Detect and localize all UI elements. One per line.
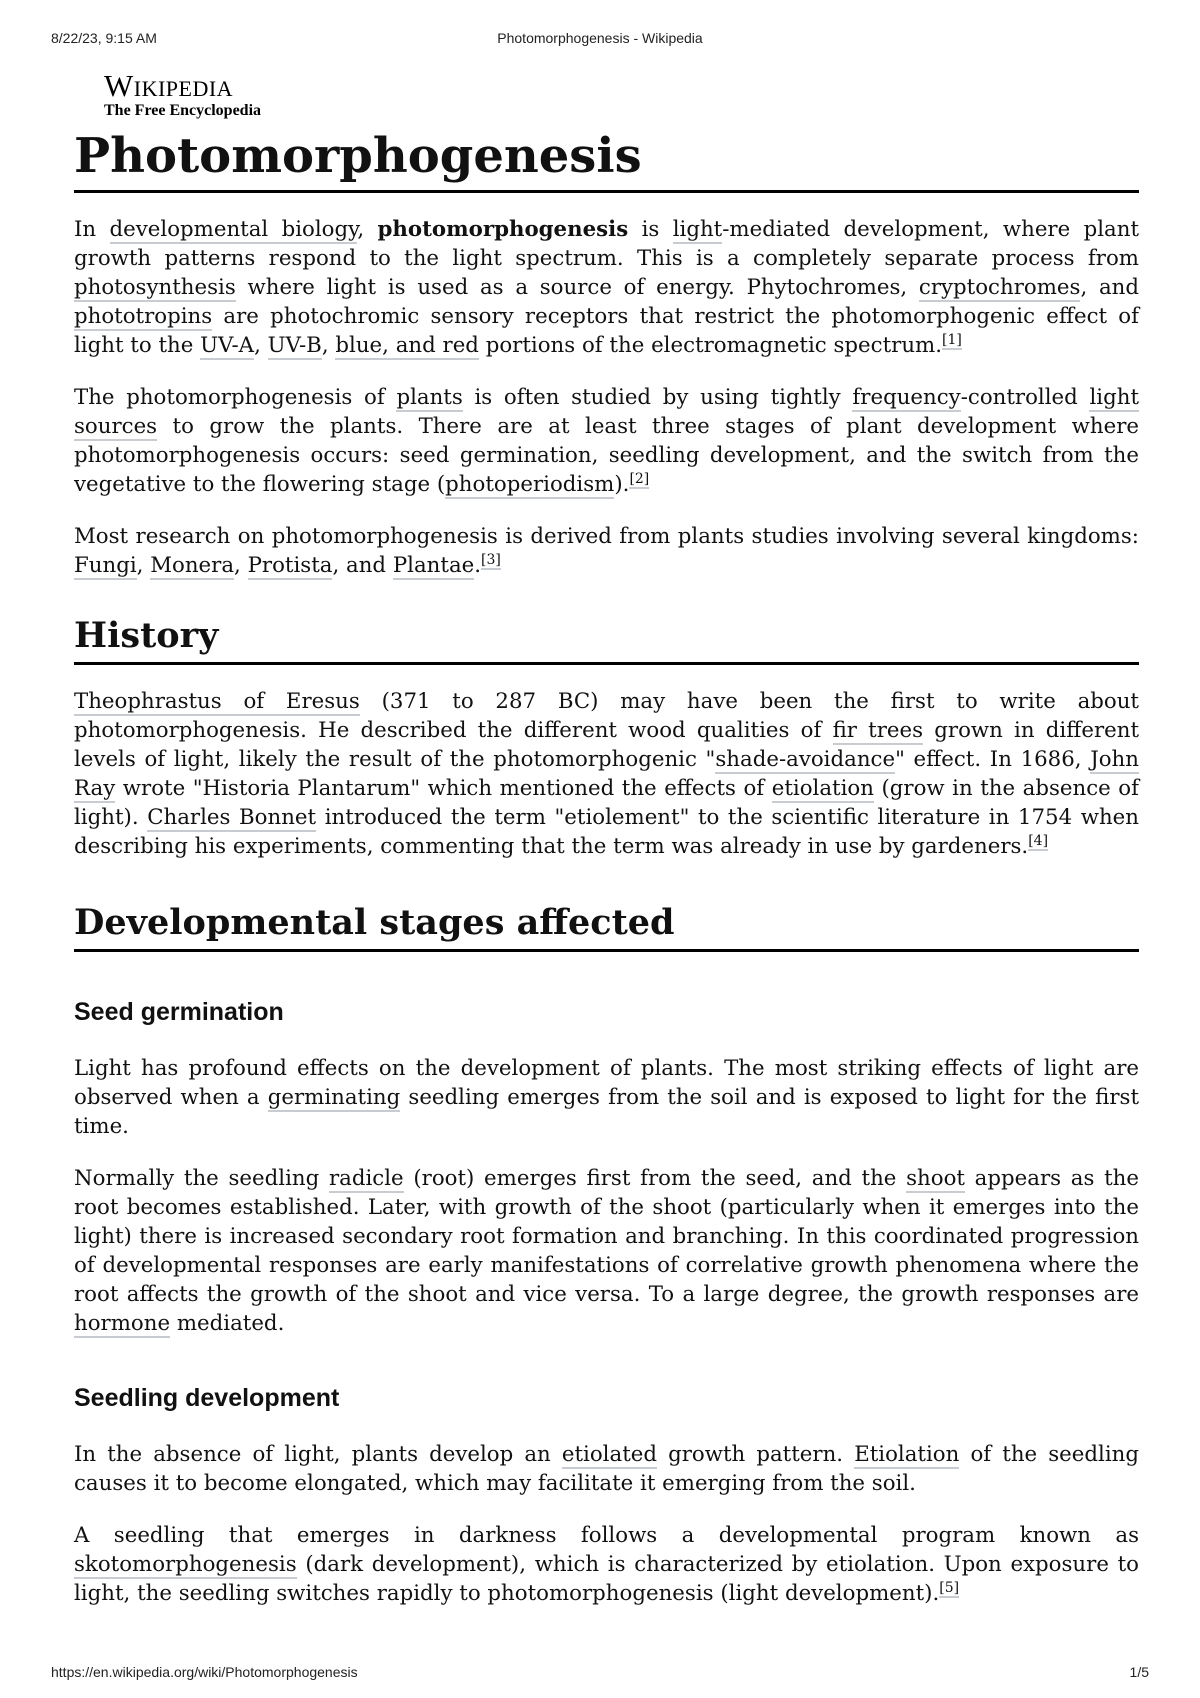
link-etiolated[interactable]: etiolated: [561, 1442, 657, 1467]
section-heading-developmental-stages: Developmental stages affected: [74, 901, 1139, 952]
seedling-development-paragraph-1: In the absence of light, plants develop an etiolated growth pattern. Etiolation of the seedling causes it to become elongated, which may facilitate it emerging from the soil.: [74, 1442, 1139, 1496]
link-light[interactable]: light: [672, 217, 723, 242]
link-etiolation[interactable]: etiolation: [771, 776, 874, 801]
link-charles-bonnet[interactable]: Charles Bonnet: [147, 805, 317, 830]
wikipedia-logo[interactable]: [104, 70, 261, 120]
link-photosynthesis[interactable]: photosynthesis: [74, 275, 236, 300]
link-developmental-biology[interactable]: developmental biology: [109, 217, 358, 242]
intro-paragraph-3: Most research on photomorphogenesis is derived from plants studies involving several kingdoms: Fungi, Monera, Protista, and Plantae.[3]: [74, 524, 1139, 578]
print-page-title: Photomorphogenesis - Wikipedia: [497, 30, 703, 46]
print-url: https://en.wikipedia.org/wiki/Photomorphogenesis: [51, 1664, 358, 1680]
print-timestamp: 8/22/23, 9:15 AM: [51, 30, 157, 46]
link-skotomorphogenesis[interactable]: skotomorphogenesis: [74, 1552, 297, 1577]
link-shade-avoidance[interactable]: shade-avoidance: [715, 747, 896, 772]
link-photoperiodism[interactable]: photoperiodism: [445, 472, 615, 497]
link-monera[interactable]: Monera: [150, 553, 235, 578]
link-uv-a[interactable]: UV-A: [200, 333, 255, 358]
seed-germination-paragraph-1: Light has profound effects on the development of plants. The most striking effects of light are observed when a germinating seedling emerges from the soil and is exposed to light for the first time.: [74, 1056, 1140, 1139]
history-paragraph: Theophrastus of Eresus (371 to 287 BC) may have been the first to write about photomorphogenesis. He described the different wood qualities of fir trees grown in different levels of light, likely the result of the photomorphogenic "shade-avoidance" effect. In 1686, John Ray wrote "Historia Plantarum" which mentioned the effects of etiolation (grow in the absence of light). Charles Bonnet introduced the term "etiolement" to the scientific literature in 1754 when describing his experiments, commenting that the term was already in use by gardeners.[4]: [74, 689, 1140, 859]
link-cryptochromes[interactable]: cryptochromes: [918, 275, 1081, 300]
link-fir-trees[interactable]: fir trees: [832, 718, 924, 743]
link-theophrastus[interactable]: Theophrastus of Eresus: [74, 689, 360, 714]
citation-2[interactable]: [2]: [629, 470, 650, 487]
subsection-heading-seedling-development: Seedling development: [74, 1384, 340, 1412]
citation-3[interactable]: [3]: [481, 551, 501, 568]
page-title: Photomorphogenesis: [74, 128, 1139, 193]
article-content: [74, 128, 1139, 1608]
link-germinating[interactable]: germinating: [267, 1085, 401, 1110]
bold-term: photomorphogenesis: [377, 217, 629, 242]
link-shoot[interactable]: shoot: [906, 1166, 965, 1191]
citation-4[interactable]: [4]: [1028, 832, 1049, 849]
link-plants[interactable]: plants: [396, 385, 463, 410]
subsection-heading-seed-germination: Seed germination: [74, 998, 284, 1026]
citation-5[interactable]: [5]: [939, 1579, 960, 1596]
link-frequency[interactable]: frequency: [852, 385, 961, 410]
citation-1[interactable]: [1]: [942, 331, 962, 348]
link-radicle[interactable]: radicle: [328, 1166, 404, 1191]
intro-paragraph-2: The photomorphogenesis of plants is often studied by using tightly frequency-controlled light sources to grow the plants. There are at least three stages of plant development where photomorphogenesis occurs: seed germination, seedling development, and the switch from the vegetative to the flowering stage (photoperiodism).[2]: [74, 385, 1140, 497]
link-fungi[interactable]: Fungi: [74, 553, 137, 578]
link-blue-and-red[interactable]: blue, and red: [335, 333, 479, 358]
seed-germination-paragraph-2: Normally the seedling radicle (root) emerges first from the seed, and the shoot appears as the root becomes established. Later, with growth of the shoot (particularly when it emerges into the light) there is increased secondary root formation and branching. In this coordinated progression of developmental responses are early manifestations of correlative growth phenomena where the root affects the growth of the shoot and vice versa. To a large degree, the growth responses are hormone mediated.: [74, 1166, 1139, 1336]
section-heading-history: History: [74, 614, 1139, 665]
seedling-development-paragraph-2: A seedling that emerges in darkness follows a developmental program known as skotomorphogenesis (dark development), which is characterized by etiolation. Upon exposure to light, the seedling switches rapidly to photomorphogenesis (light development).[5]: [74, 1523, 1139, 1606]
print-page-number: 1/5: [1129, 1664, 1149, 1680]
link-uv-b[interactable]: UV-B: [267, 333, 322, 358]
link-john-ray[interactable]: John Ray: [74, 747, 1139, 801]
intro-paragraph-1: In developmental biology, photomorphogenesis is light-mediated development, where plant growth patterns respond to the light spectrum. This is a completely separate process from photosynthesis where light is used as a source of energy. Phytochromes, cryptochromes, and phototropins are photochromic sensory receptors that restrict the photomorphogenic effect of light to the UV-A, UV-B, blue, and red portions of the electromagnetic spectrum.[1]: [74, 217, 1140, 358]
logo-tagline: The Free Encyclopedia: [104, 102, 262, 119]
link-etiolation-2[interactable]: Etiolation: [854, 1442, 960, 1467]
link-light-sources[interactable]: light sources: [74, 385, 1140, 439]
link-protista[interactable]: Protista: [247, 553, 333, 578]
logo-wordmark: Wikipedia: [104, 68, 234, 103]
link-plantae[interactable]: Plantae: [392, 553, 475, 578]
link-phototropins[interactable]: phototropins: [74, 304, 213, 329]
link-hormone[interactable]: hormone: [74, 1311, 171, 1336]
